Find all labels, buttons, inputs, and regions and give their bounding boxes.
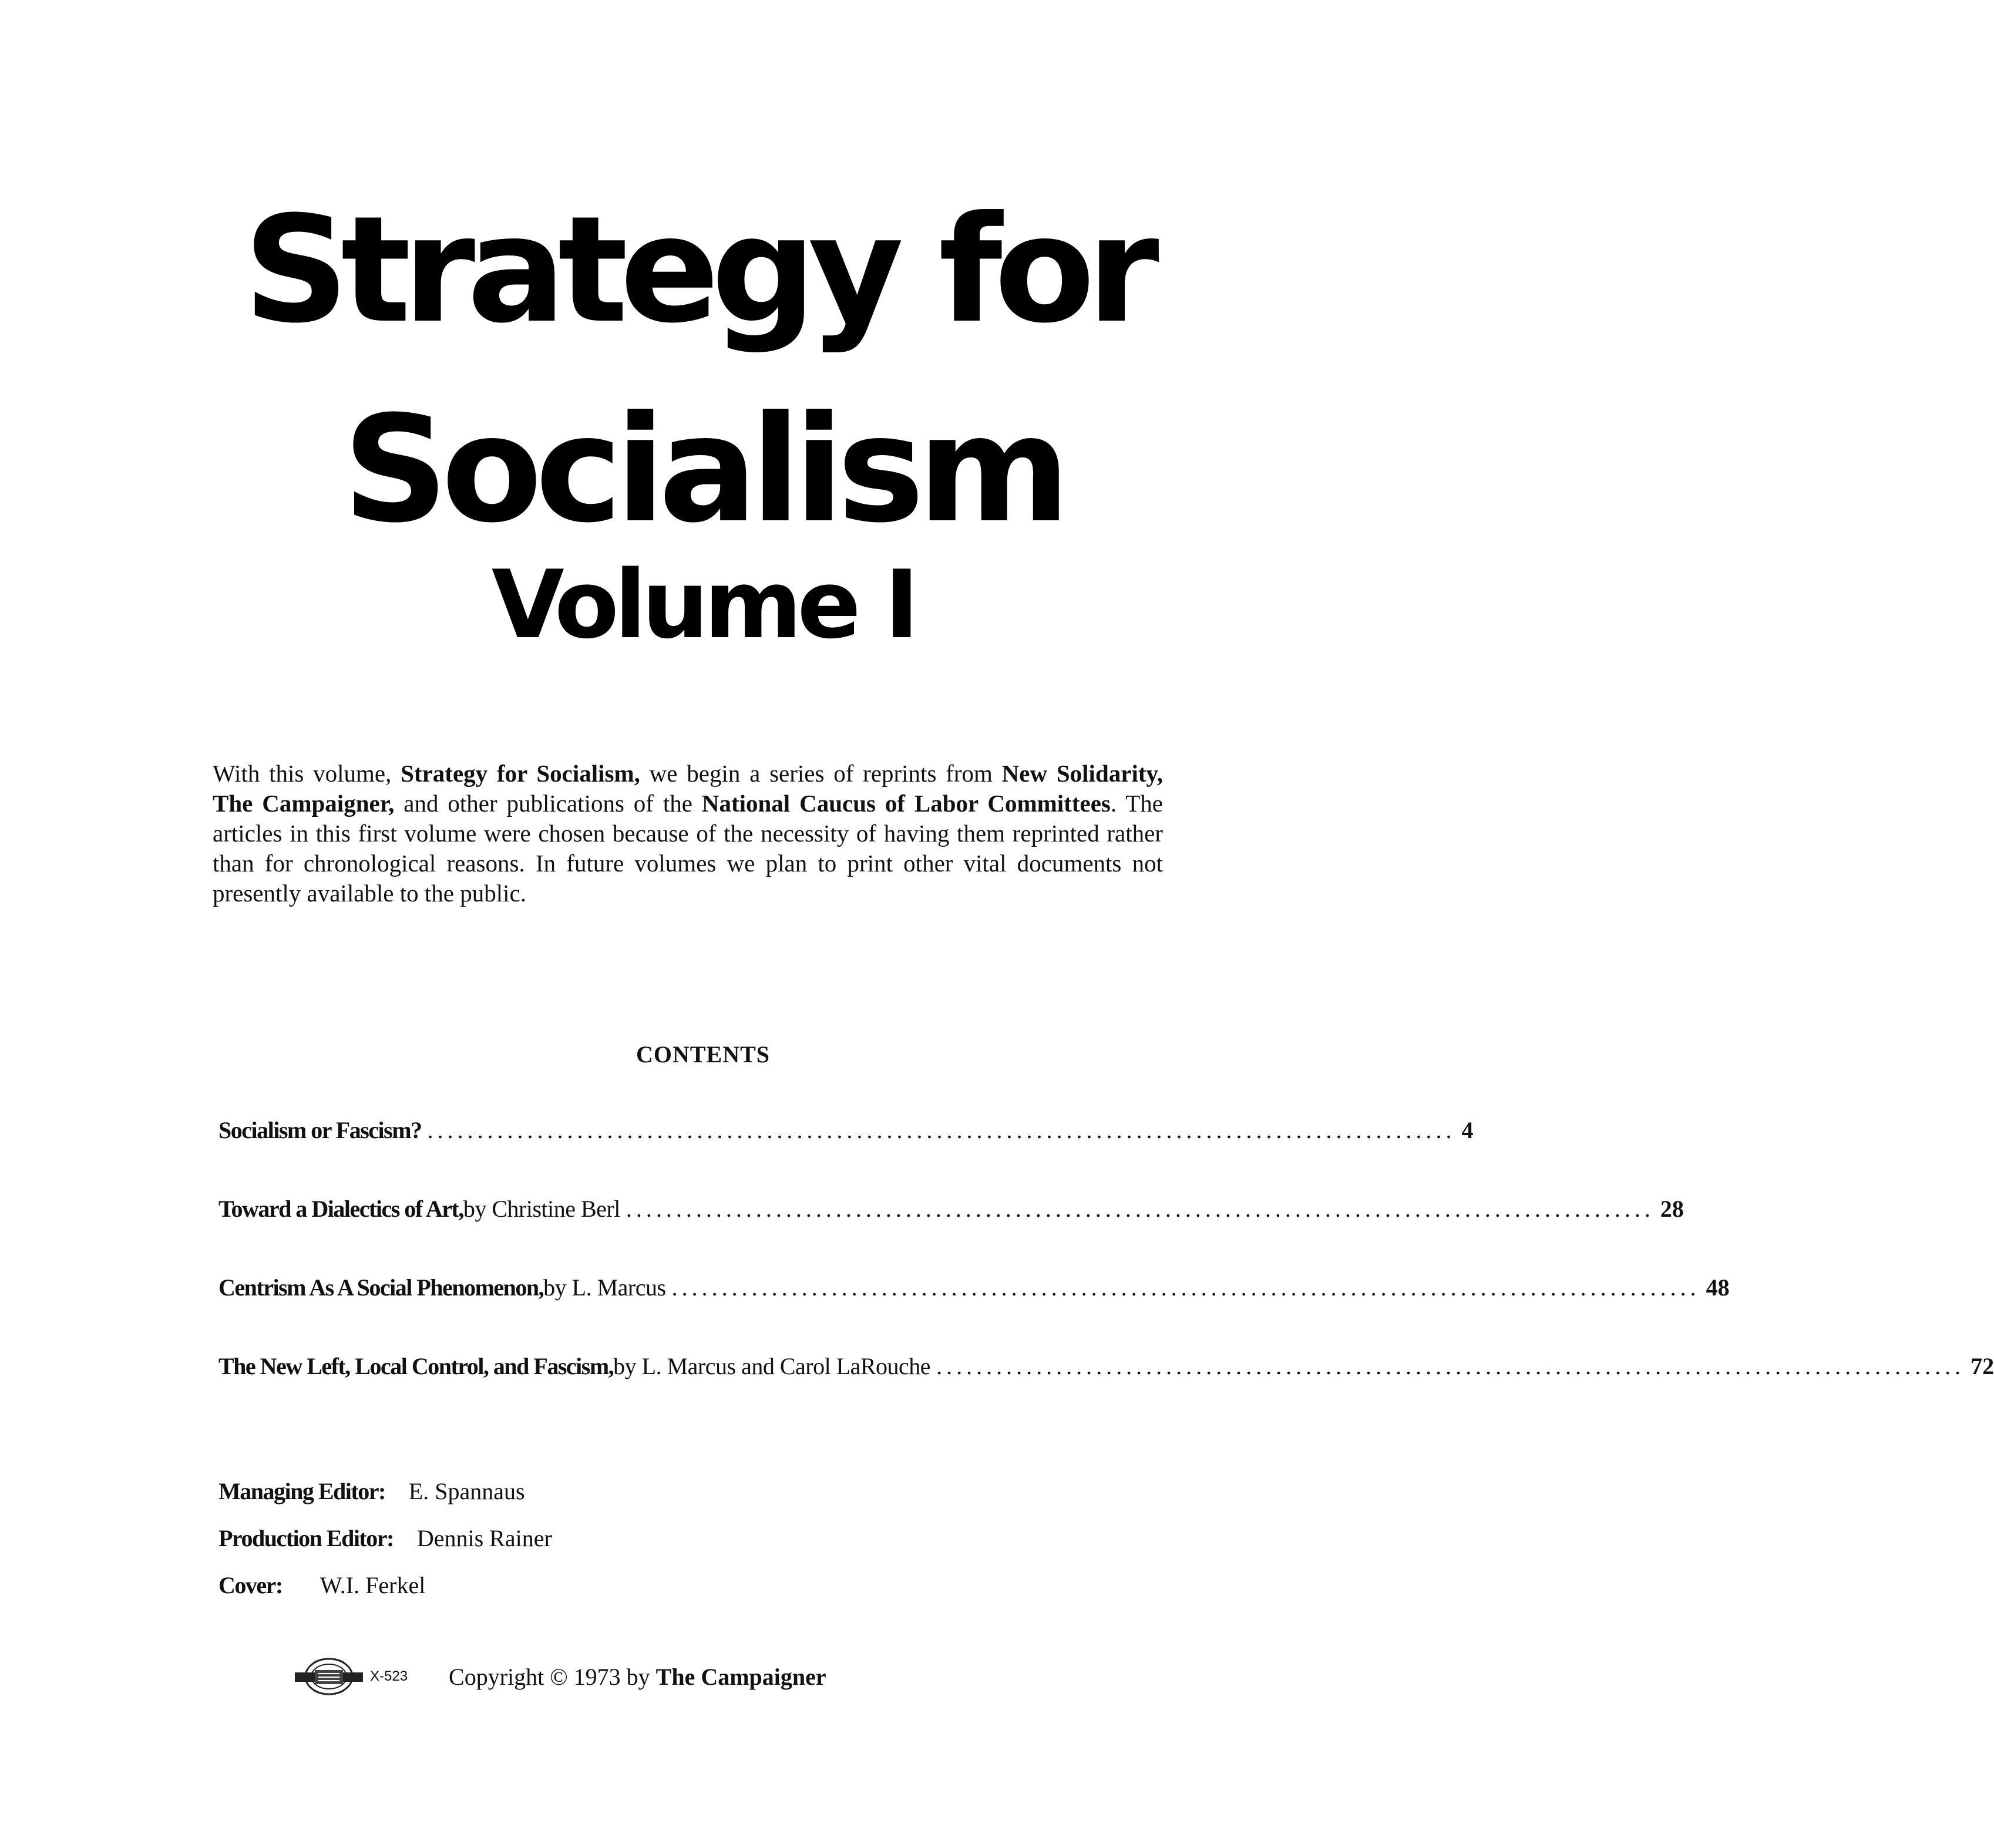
toc-leader-dots: ....................................................................................................... bbox=[626, 1196, 1655, 1222]
credit-managing-editor bbox=[218, 1468, 552, 1515]
toc-entry-title: Centrism As A Social Phenomenon, bbox=[218, 1274, 544, 1301]
toc-leader-dots: ....................................................................................................... bbox=[671, 1274, 1700, 1301]
intro-text-3: and other publications of the bbox=[394, 790, 702, 817]
copyright-prefix: Copyright © 1973 by bbox=[449, 1663, 656, 1690]
contents-heading: CONTENTS bbox=[635, 1041, 771, 1068]
toc-entry-title: Toward a Dialectics of Art, bbox=[218, 1196, 463, 1222]
toc-entry[interactable] bbox=[218, 1194, 1684, 1273]
credit-label: Production Editor: bbox=[218, 1525, 394, 1551]
footer bbox=[288, 1650, 826, 1703]
credit-label: Cover: bbox=[218, 1572, 283, 1598]
title-line-2: Socialism bbox=[342, 384, 1064, 555]
toc-entry-page: 72 bbox=[1971, 1353, 1994, 1379]
union-label-graphic bbox=[288, 1650, 370, 1703]
title-line-1: Strategy for bbox=[243, 184, 1151, 355]
intro-text-4: . The articles in this first volume were chosen because of the necessity of having them reprinted rather than for chronological reasons. In future volumes we plan to print other vital documents not presently available to the public. bbox=[213, 790, 1163, 907]
toc-entry-page: 28 bbox=[1660, 1196, 1684, 1222]
intro-bold-3: National Caucus of Labor Committees bbox=[701, 790, 1111, 817]
toc-entry-byline: by Christine Berl bbox=[463, 1196, 620, 1222]
toc-entry[interactable] bbox=[218, 1273, 1730, 1352]
toc-entry[interactable] bbox=[218, 1116, 1474, 1194]
toc-entry[interactable] bbox=[218, 1352, 1994, 1430]
table-of-contents bbox=[218, 1116, 1994, 1430]
credit-value: E. Spannaus bbox=[408, 1478, 525, 1504]
credit-production-editor bbox=[218, 1515, 552, 1562]
credit-cover bbox=[218, 1562, 552, 1609]
credit-label: Managing Editor: bbox=[218, 1478, 385, 1504]
toc-entry-byline: by L. Marcus and Carol LaRouche bbox=[613, 1353, 931, 1379]
intro-text-1: With this volume, bbox=[213, 760, 401, 787]
intro-bold-1: Strategy for Socialism, bbox=[401, 760, 640, 787]
intro-bold-2: New Solidarity, The Campaigner, bbox=[213, 760, 1163, 817]
credit-value: Dennis Rainer bbox=[416, 1525, 552, 1551]
toc-leader-dots: ....................................................................................................... bbox=[936, 1353, 1965, 1379]
toc-entry-byline: by L. Marcus bbox=[543, 1274, 666, 1301]
title-volume: Volume I bbox=[491, 550, 915, 659]
copyright-notice bbox=[449, 1663, 826, 1691]
toc-entry-page: 4 bbox=[1461, 1117, 1474, 1143]
toc-leader-dots: ....................................................................................................... bbox=[427, 1117, 1456, 1143]
union-code: X-523 bbox=[370, 1668, 408, 1684]
toc-entry-title: Socialism or Fascism? bbox=[218, 1117, 422, 1143]
toc-entry-title: The New Left, Local Control, and Fascism, bbox=[218, 1353, 614, 1379]
copyright-holder: The Campaigner bbox=[655, 1663, 826, 1690]
intro-text-2: we begin a series of reprints from bbox=[640, 760, 1002, 787]
credits bbox=[218, 1468, 552, 1609]
union-label-logo-icon bbox=[288, 1650, 370, 1703]
credit-value: W.I. Ferkel bbox=[320, 1572, 426, 1598]
toc-entry-page: 48 bbox=[1706, 1274, 1730, 1301]
intro-paragraph bbox=[213, 759, 1163, 908]
